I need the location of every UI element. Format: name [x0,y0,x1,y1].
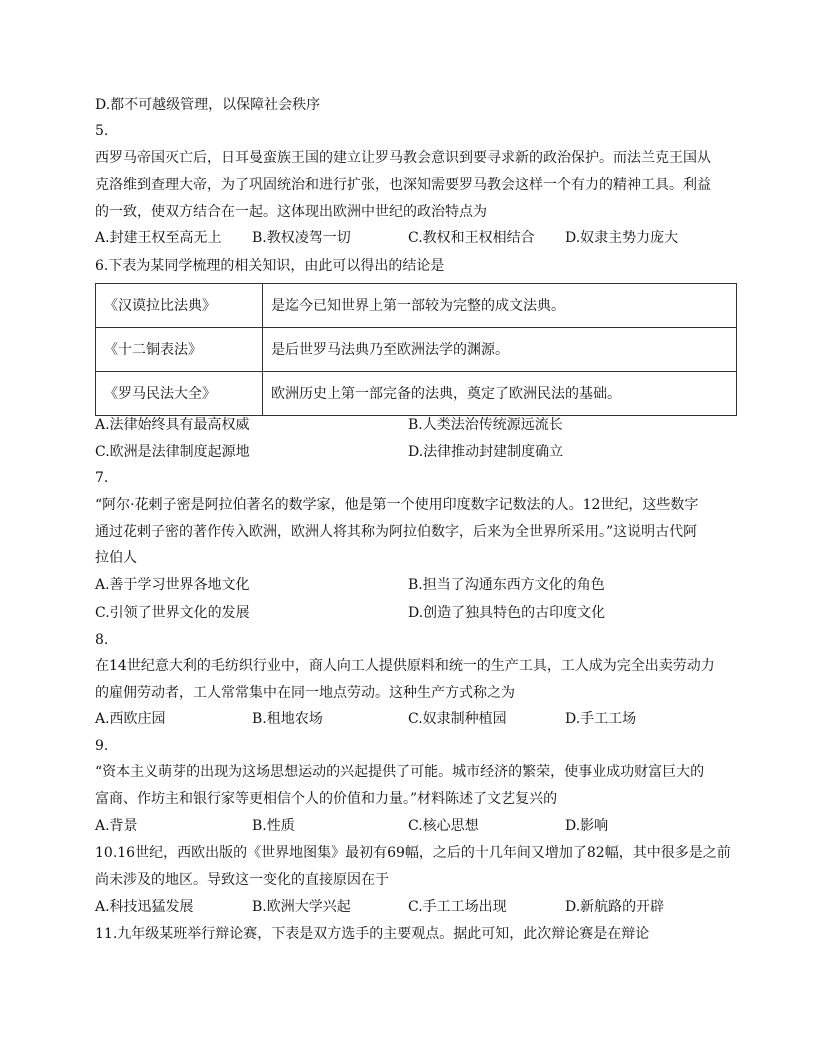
q9-option-d: D.影响 [565,818,609,834]
q6-stem: 6.下表为某同学梳理的相关知识，由此可以得出的结论是 [95,258,445,274]
q7-number: 7. [95,470,109,486]
q8-option-c: C.奴隶制种植园 [408,711,507,727]
q9-option-a: A.背景 [95,818,138,834]
q7-option-c: C.引领了世界文化的发展 [95,605,250,621]
law-desc-cell: 欧洲历史上第一部完备的法典，奠定了欧洲民法的基础。 [263,372,737,416]
law-name-cell: 《罗马民法大全》 [96,372,263,416]
q7-stem-line-3: 拉伯人 [95,550,137,566]
table-row [96,328,737,372]
law-desc-cell: 是后世罗马法典乃至欧洲法学的渊源。 [263,328,737,372]
q9-stem-line-2: 富商、作坊主和银行家等更相信个人的价值和力量。”材料陈述了文艺复兴的 [95,791,558,807]
q7-option-b: B.担当了沟通东西方文化的角色 [408,577,605,593]
q8-number: 8. [95,632,109,648]
q8-option-b: B.租地农场 [252,711,323,727]
q7-option-a: A.善于学习世界各地文化 [95,577,250,593]
q6-option-d: D.法律推动封建制度确立 [408,444,564,460]
q5-stem-line-3: 的一致，使双方结合在一起。这体现出欧洲中世纪的政治特点为 [95,204,487,220]
q10-stem-line-1: 10.16世纪，西欧出版的《世界地图集》最初有69幅，之后的十几年间又增加了82幅，其中很多是之前 [95,845,731,861]
q5-number: 5. [95,123,109,139]
law-name-cell: 《十二铜表法》 [96,328,263,372]
q5-option-a: A.封建王权至高无上 [95,230,222,246]
q6-option-b: B.人类法治传统源远流长 [408,417,563,433]
q4-option-d: D.都不可越级管理，以保障社会秩序 [95,97,321,113]
table-row [96,372,737,416]
q10-option-a: A.科技迅猛发展 [95,899,194,915]
table-row [96,284,737,328]
q6-option-a: A.法律始终具有最高权威 [95,417,250,433]
q8-option-a: A.西欧庄园 [95,711,166,727]
q6-option-c: C.欧洲是法律制度起源地 [95,444,250,460]
q8-stem-line-2: 的雇佣劳动者，工人常常集中在同一地点劳动。这种生产方式称之为 [95,685,515,701]
q10-stem-line-2: 尚未涉及的地区。导致这一变化的直接原因在于 [95,872,389,888]
q7-stem-line-2: 通过花剌子密的著作传入欧洲，欧洲人将其称为阿拉伯数字，后来为全世界所采用。”这说明古代阿 [95,524,698,540]
q5-option-b: B.教权凌驾一切 [252,230,351,246]
q7-stem-line-1: “阿尔·花剌子密是阿拉伯著名的数学家，他是第一个使用印度数字记数法的人。12世纪，这些数字 [95,497,699,513]
law-name-cell: 《汉谟拉比法典》 [96,284,263,328]
q9-number: 9. [95,738,109,754]
q5-stem-line-2: 克洛维到查理大帝，为了巩固统治和进行扩张，也深知需要罗马教会这样一个有力的精神工具。利益 [95,177,711,193]
q5-option-c: C.教权和王权相结合 [408,230,535,246]
law-desc-cell: 是迄今已知世界上第一部较为完整的成文法典。 [263,284,737,328]
q8-option-d: D.手工工场 [565,711,637,727]
q9-option-b: B.性质 [252,818,295,834]
q10-option-c: C.手工工场出现 [408,899,507,915]
q10-option-b: B.欧洲大学兴起 [252,899,351,915]
q9-stem-line-1: “资本主义萌芽的出现为这场思想运动的兴起提供了可能。城市经济的繁荣，使事业成功财富巨大的 [95,764,705,780]
q9-option-c: C.核心思想 [408,818,479,834]
q5-option-d: D.奴隶主势力庞大 [565,230,679,246]
q8-stem-line-1: 在14世纪意大利的毛纺织行业中，商人向工人提供原料和统一的生产工具，工人成为完全出卖劳动力 [95,658,715,674]
q5-stem-line-1: 西罗马帝国灭亡后，日耳曼蛮族王国的建立让罗马教会意识到要寻求新的政治保护。而法兰克王国从 [95,150,711,166]
q11-stem: 11.九年级某班举行辩论赛，下表是双方选手的主要观点。据此可知，此次辩论赛是在辩论 [95,926,650,942]
q7-option-d: D.创造了独具特色的古印度文化 [408,605,606,621]
q6-knowledge-table [95,283,737,416]
q10-option-d: D.新航路的开辟 [565,899,665,915]
